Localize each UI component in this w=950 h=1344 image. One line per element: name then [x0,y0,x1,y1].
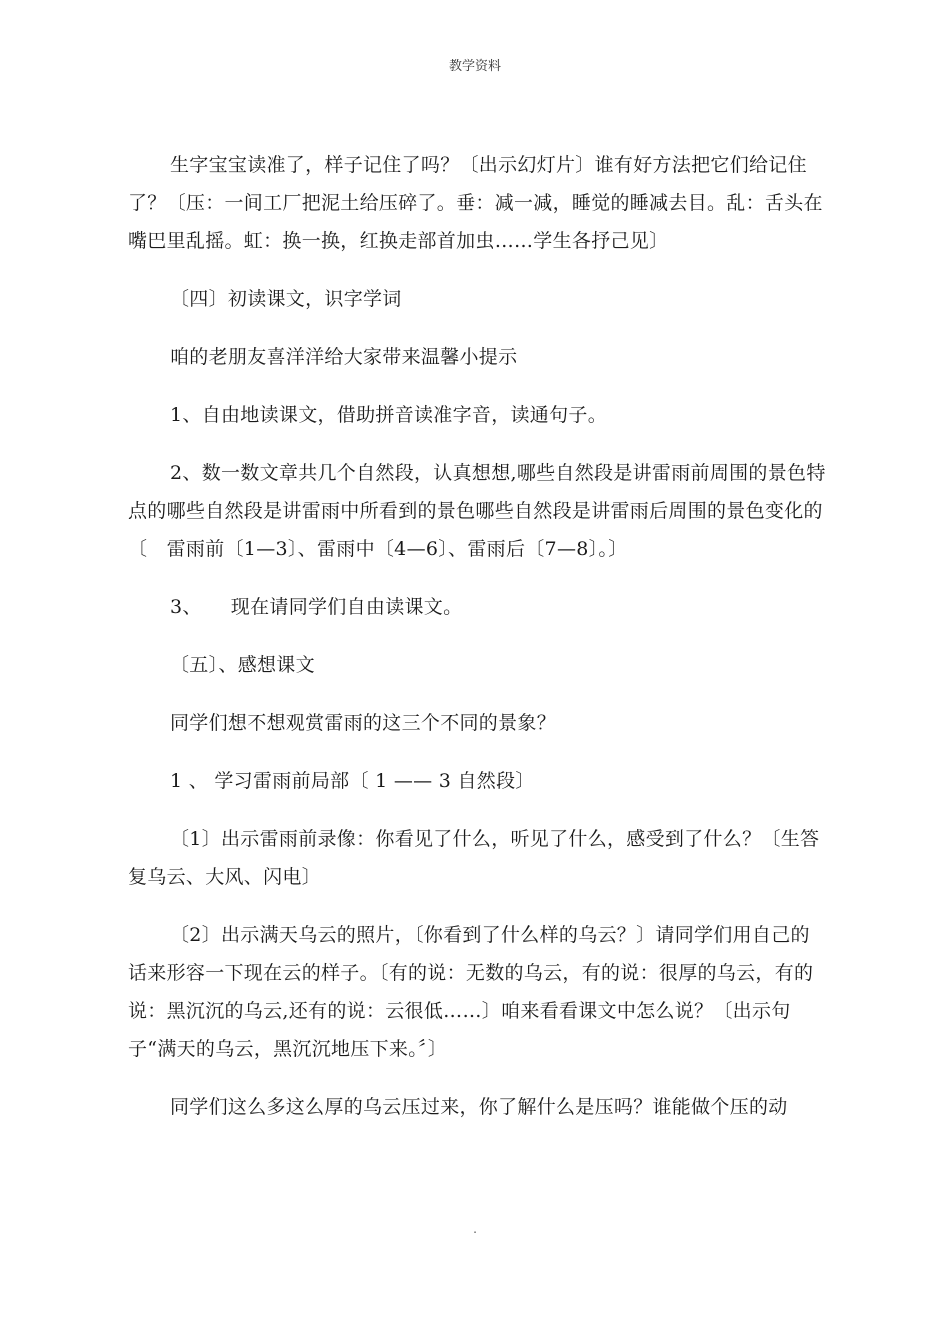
paragraph-clouds-photo: 〔2〕出示满天乌云的照片，〔你看到了什么样的乌云？〕请同学们用自己的话来形容一下现在云的样子。〔有的说：无数的乌云，有的说：很厚的乌云，有的说：黑沉沉的乌云,还有的说：云很低……〕咱来看看课文中怎么说？〔出示句子“满天的乌云，黑沉沉地压下来。〞〕 [128,924,814,1060]
paragraph-question: 同学们想不想观赏雷雨的这三个不同的景象？ [170,712,557,734]
subheading-before-storm: 1 、 学习雷雨前局部〔 1 —— 3 自然段〕 [170,770,535,792]
section-heading-first-reading: 〔四〕初读课文，识字学词 [170,288,402,310]
paragraph-tips-intro: 咱的老朋友喜洋洋给大家带来温馨小提示 [170,346,518,368]
paragraph-memorize-characters: 生字宝宝读准了，样子记住了吗？〔出示幻灯片〕谁有好方法把它们给记住了？〔压：一间工厂把泥土给压碎了。垂：减一减，睡觉的睡减去目。乱：舌头在嘴巴里乱摇。虹：换一换，红换走部首加虫……学生各抒己见〕 [128,154,823,252]
list-item-2: 2、数一数文章共几个自然段，认真想想,哪些自然段是讲雷雨前周围的景色特点的哪些自然段是讲雷雨中所看到的景色哪些自然段是讲雷雨后周围的景色变化的〔 雷雨前〔1—3〕、雷雨中〔4—6〕、雷雨后〔7—8〕。〕 [128,462,826,560]
page-header: 教学资料 [448,59,501,74]
list-item-1: 1、自由地读课文，借助拼音读准字音，读通句子。 [170,404,607,426]
paragraph-video: 〔1〕出示雷雨前录像：你看见了什么，听见了什么，感受到了什么？〔生答复乌云、大风、闪电〕 [128,828,820,888]
list-item-3: 3、 现在请同学们自由读课文。 [170,596,463,618]
document-body [128,146,828,1126]
page-footer-mark: . [473,1222,477,1236]
paragraph-press-action: 同学们这么多这么厚的乌云压过来，你了解什么是压吗？谁能做个压的动 [170,1096,788,1118]
section-heading-feel-text: 〔五〕、感想课文 [170,654,315,676]
